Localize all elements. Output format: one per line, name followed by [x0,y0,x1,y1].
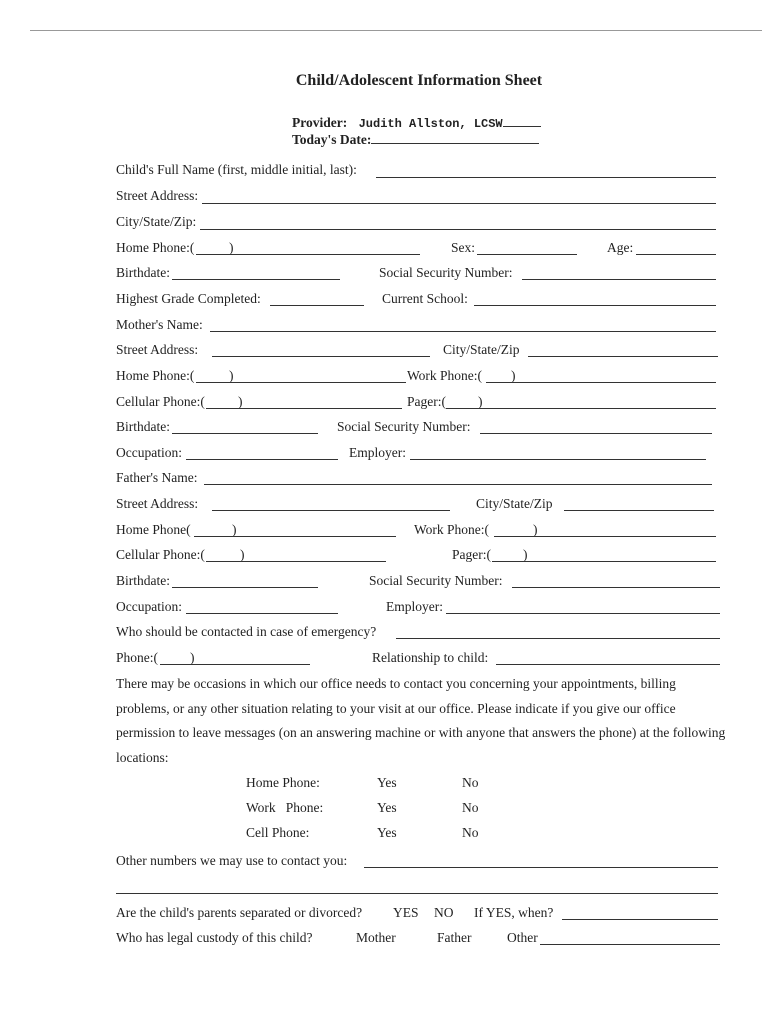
father-pager-label: Pager:( [452,547,491,562]
child-age-label: Age: [607,240,634,255]
mother-city-field[interactable] [528,356,718,357]
separated-when-label: If YES, when? [474,905,554,920]
father-city-label: City/State/Zip [476,496,553,511]
location-cell-no[interactable]: No [462,825,479,840]
paren-close: ) [533,522,538,537]
child-school-field[interactable] [474,305,716,306]
mother-employer-label: Employer: [349,445,406,460]
father-cell-field[interactable] [206,561,386,562]
child-grade-field[interactable] [270,305,364,306]
mother-birthdate-field[interactable] [172,433,318,434]
father-work-phone-label: Work Phone:( [414,522,490,537]
father-employer-label: Employer: [386,599,443,614]
location-work-no[interactable]: No [462,800,479,815]
child-age-field[interactable] [636,254,716,255]
mother-ssn-field[interactable] [480,433,712,434]
other-numbers-field[interactable] [364,867,718,868]
child-street-label: Street Address: [116,188,199,203]
father-cell-label: Cellular Phone:( [116,547,205,562]
other-numbers-field-2[interactable] [116,893,718,894]
father-name-field[interactable] [204,484,712,485]
father-occupation-label: Occupation: [116,599,182,614]
custody-question: Who has legal custody of this child? [116,930,313,945]
provider-value: Judith Allston, LCSW [358,117,503,131]
emergency-phone-label: Phone:( [116,650,158,665]
location-cell-label: Cell Phone: [246,825,310,840]
paren-close: ) [511,368,516,383]
child-sex-label: Sex: [451,240,476,255]
father-home-phone-label: Home Phone( [116,522,191,537]
child-home-phone-label: Home Phone:( [116,240,195,255]
father-ssn-label: Social Security Number: [369,573,503,588]
paren-close: ) [232,522,237,537]
child-home-phone-field[interactable] [196,254,420,255]
father-employer-field[interactable] [446,613,720,614]
mother-occupation-field[interactable] [186,459,338,460]
child-birthdate-field[interactable] [172,279,340,280]
mother-employer-field[interactable] [410,459,706,460]
father-birthdate-label: Birthdate: [116,573,170,588]
mother-street-label: Street Address: [116,342,199,357]
father-city-field[interactable] [564,510,714,511]
paren-close: ) [229,240,234,255]
child-city-field[interactable] [200,229,716,230]
custody-father[interactable]: Father [437,930,472,945]
location-work-yes[interactable]: Yes [377,800,397,815]
custody-other-field[interactable] [540,944,720,945]
child-ssn-field[interactable] [522,279,716,280]
separated-when-field[interactable] [562,919,718,920]
relationship-field[interactable] [496,664,720,665]
mother-name-field[interactable] [210,331,716,332]
date-label: Today's Date: [292,132,372,147]
separated-question: Are the child's parents separated or divorced? [116,905,363,920]
mother-pager-field[interactable] [446,408,716,409]
mother-name-label: Mother's Name: [116,317,203,332]
mother-cell-label: Cellular Phone:( [116,394,205,409]
paren-close: ) [229,368,234,383]
child-sex-field[interactable] [477,254,577,255]
date-line [292,130,539,148]
permission-paragraph: There may be occasions in which our office needs to contact you concerning your appointments, billing problems, or any other situation relating to your visit at our office. Please indicate if you give our office permission to leave messages (on an answering machine or with anyone that answers the phone) at the following locations: [116,676,726,765]
mother-work-phone-field[interactable] [486,382,716,383]
child-name-label: Child's Full Name (first, middle initial, last): [116,162,357,177]
child-city-label: City/State/Zip: [116,214,197,229]
mother-street-field[interactable] [212,356,430,357]
mother-occupation-label: Occupation: [116,445,182,460]
child-name-field[interactable] [376,177,716,178]
paren-close: ) [240,547,245,562]
father-birthdate-field[interactable] [172,587,318,588]
mother-home-phone-label: Home Phone:( [116,368,195,383]
location-home-yes[interactable]: Yes [377,775,397,790]
emergency-contact-label: Who should be contacted in case of emergency? [116,624,377,639]
father-ssn-field[interactable] [512,587,720,588]
provider-line [292,113,541,131]
page-title: Child/Adolescent Information Sheet [295,72,543,89]
separated-no[interactable]: NO [434,905,454,920]
father-name-label: Father's Name: [116,470,198,485]
father-occupation-field[interactable] [186,613,338,614]
child-ssn-label: Social Security Number: [379,265,513,280]
separated-yes[interactable]: YES [393,905,419,920]
paren-close: ) [478,394,483,409]
date-field[interactable] [371,130,539,144]
location-home-label: Home Phone: [246,775,320,790]
provider-label: Provider: [292,115,348,130]
paren-close: ) [238,394,243,409]
custody-other-label: Other [507,930,538,945]
mother-cell-field[interactable] [206,408,402,409]
mother-pager-label: Pager:( [407,394,446,409]
custody-mother[interactable]: Mother [356,930,396,945]
child-birthdate-label: Birthdate: [116,265,170,280]
emergency-contact-field[interactable] [396,638,720,639]
top-divider [30,30,762,31]
paren-close: ) [523,547,528,562]
child-school-label: Current School: [382,291,468,306]
mother-birthdate-label: Birthdate: [116,419,170,434]
mother-home-phone-field[interactable] [196,382,406,383]
emergency-phone-field[interactable] [160,664,310,665]
child-grade-label: Highest Grade Completed: [116,291,261,306]
location-work-label: Work Phone: [246,800,324,815]
mother-ssn-label: Social Security Number: [337,419,471,434]
mother-work-phone-label: Work Phone:( [407,368,483,383]
location-home-no[interactable]: No [462,775,479,790]
father-street-label: Street Address: [116,496,199,511]
mother-city-label: City/State/Zip [443,342,520,357]
father-street-field[interactable] [212,510,450,511]
paren-close: ) [190,650,195,665]
other-numbers-label: Other numbers we may use to contact you: [116,853,348,868]
father-home-phone-field[interactable] [194,536,396,537]
child-street-field[interactable] [202,203,716,204]
father-work-phone-field[interactable] [494,536,716,537]
father-pager-field[interactable] [492,561,716,562]
relationship-label: Relationship to child: [372,650,489,665]
location-cell-yes[interactable]: Yes [377,825,397,840]
